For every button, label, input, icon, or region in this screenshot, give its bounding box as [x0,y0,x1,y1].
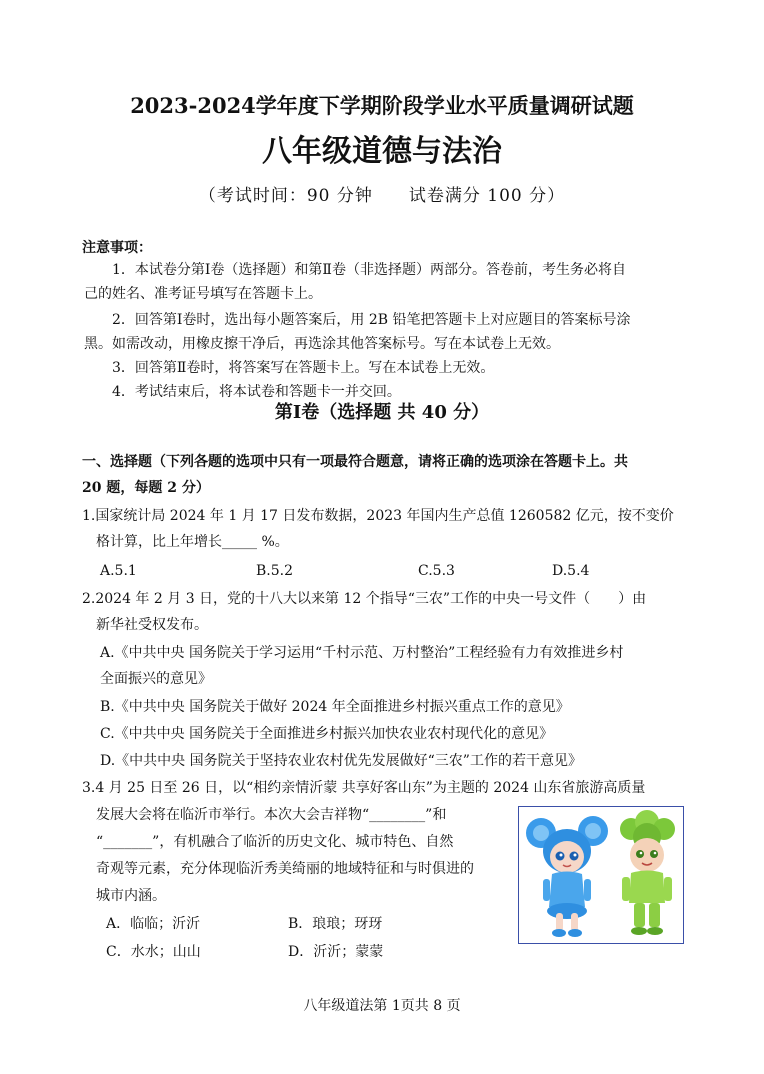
notice-line: 己的姓名、准考证号填写在答题卡上。 [84,286,322,302]
q2-option-d: D.《中共中央 国务院关于坚持农业农村优先发展做好“三农”工作的若干意见》 [100,753,582,769]
q1-option-d: D.5.4 [552,563,590,579]
part1-title: 第Ⅰ卷（选择题 共 40 分） [274,402,490,423]
notice-line: 2．回答第Ⅰ卷时，选出每小题答案后，用 2B 铅笔把答题卡上对应题目的答案标号涂 [112,312,631,328]
q1-option-c: C.5.3 [418,563,455,579]
exam-title: 2023-2024学年度下学期阶段学业水平质量调研试题 [130,93,634,118]
mascot-illustration [519,807,682,942]
q1-stem-cont: 格计算，比上年增长_____ %。 [96,534,289,550]
notice-line: 黑。如需改动，用橡皮擦干净后，再选涂其他答案标号。写在本试卷上无效。 [84,336,560,352]
q3-stem: 3.4 月 25 日至 26 日，以“相约亲情沂蒙 共享好客山东”为主题的 2024 山东省旅游高质量 [82,780,646,796]
q2-option-a-cont: 全面振兴的意见》 [100,671,212,687]
notice-line: 4．考试结束后，将本试卷和答题卡一并交回。 [112,384,401,400]
q2-option-c: C.《中共中央 国务院关于全面推进乡村振兴加快农业农村现代化的意见》 [100,726,554,742]
q2-stem-cont: 新华社受权发布。 [96,617,208,633]
q2-option-a: A.《中共中央 国务院关于学习运用“千村示范、万村整治”工程经验有力有效推进乡村 [100,645,624,661]
q1-option-a: A.5.1 [100,563,137,579]
q1-stem: 1.国家统计局 2024 年 1 月 17 日发布数据，2023 年国内生产总值 1260582 亿元，按不变价 [82,508,674,524]
q3-option-d: D．沂沂；蒙蒙 [288,944,384,960]
q3-option-c: C．水水；山山 [106,944,201,960]
q3-stem-cont: 奇观等元素，充分体现临沂秀美绮丽的地域特征和与时俱进的 [96,861,474,877]
blue-mascot [526,816,608,937]
q3-stem-cont: 发展大会将在临沂市举行。本次大会吉祥物“________”和 [96,807,447,823]
q3-option-a: A．临临；沂沂 [106,916,201,932]
green-mascot [620,810,675,935]
notice-line: 3．回答第Ⅱ卷时，将答案写在答题卡上。写在本试卷上无效。 [112,360,495,376]
q3-stem-cont: “_______”，有机融合了临沂的历史文化、城市特色、自然 [96,834,454,850]
notice-line: 1．本试卷分第Ⅰ卷（选择题）和第Ⅱ卷（非选择题）两部分。答卷前，考生务必将自 [112,262,626,278]
q3-option-b: B．琅琅；玡玡 [288,916,383,932]
notice-heading: 注意事项： [82,240,152,256]
page-footer: 八年级道法第 1页共 8 页 [303,998,461,1014]
q2-stem: 2.2024 年 2 月 3 日，党的十八大以来第 12 个指导“三农”工作的中央一号文件（ ）由 [82,591,647,607]
q2-option-b: B.《中共中央 国务院关于做好 2024 年全面推进乡村振兴重点工作的意见》 [100,699,570,715]
q1-option-b: B.5.2 [256,563,294,579]
q3-stem-cont: 城市内涵。 [96,888,166,904]
section-heading-cont: 20 题，每题 2 分） [82,480,210,496]
subject-title: 八年级道德与法治 [262,134,502,169]
section-heading: 一、选择题（下列各题的选项中只有一项最符合题意，请将正确的选项涂在答题卡上。共 [82,454,628,470]
exam-info: （考试时间：90 分钟 试卷满分 100 分） [198,186,566,206]
mascot-image [518,806,684,944]
